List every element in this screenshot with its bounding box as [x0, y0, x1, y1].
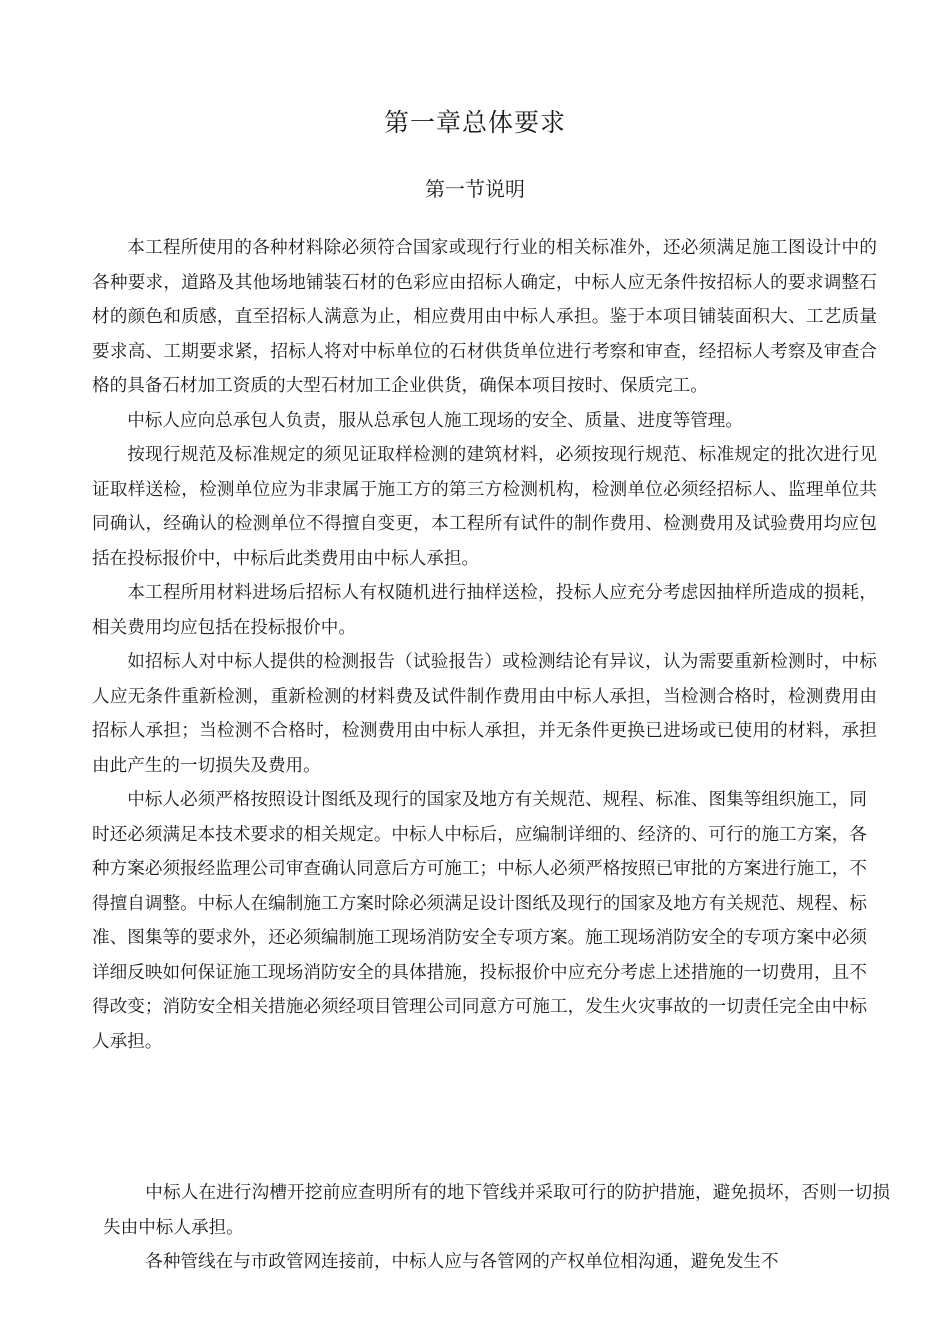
paragraph: 中标人必须严格按照设计图纸及现行的国家及地方有关规范、规程、标准、图集等组织施工，同时还必须满足本技术要求的相关规定。中标人中标后，应编制详细的、经济的、可行的施工方案，各种方案必须报经监理公司审查确认同意后方可施工；中标人必须严格按照已审批的方案进行施工，不得擅自调整。中标人在编制施工方案时除必须满足设计图纸及现行的国家及地方有关规范、规程、标准、图集等的要求外，还必须编制施工现场消防安全专项方案。施工现场消防安全的专项方案中必须详细反映如何保证施工现场消防安全的具体措施，投标报价中应充分考虑上述措施的一切费用，且不得改变；消防安全相关措施必须经项目管理公司同意方可施工，发生火灾事故的一切责任完全由中标人承担。	[92, 790, 867, 1052]
paragraph: 中标人在进行沟槽开挖前应查明所有的地下管线并采取可行的防护措施，避免损坏，否则一切损失由中标人承担。	[103, 1183, 890, 1238]
paragraph: 各种管线在与市政管网连接前，中标人应与各管网的产权单位相沟通，避免发生不	[145, 1252, 779, 1272]
body-text-continued	[103, 1176, 890, 1280]
chapter-title: 第一章总体要求	[383, 108, 566, 137]
section-title: 第一节说明	[425, 177, 525, 201]
paragraph: 如招标人对中标人提供的检测报告（试验报告）或检测结论有异议，认为需要重新检测时，中标人应无条件重新检测，重新检测的材料费及试件制作费用由中标人承担，当检测合格时，检测费用由招标人承担；当检测不合格时，检测费用由中标人承担，并无条件更换已进场或已使用的材料，承担由此产生的一切损失及费用。	[92, 652, 877, 776]
body-text	[92, 231, 877, 1059]
paragraph: 中标人应向总承包人负责，服从总承包人施工现场的安全、质量、进度等管理。	[127, 410, 743, 431]
paragraph: 按现行规范及标准规定的须见证取样检测的建筑材料，必须按现行规范、标准规定的批次进行见证取样送检，检测单位应为非隶属于施工方的第三方检测机构，检测单位必须经招标人、监理单位共同确认，经确认的检测单位不得擅自变更，本工程所有试件的制作费用、检测费用及试验费用均应包括在投标报价中，中标后此类费用由中标人承担。	[92, 445, 877, 569]
paragraph: 本工程所用材料进场后招标人有权随机进行抽样送检，投标人应充分考虑因抽样所造成的损耗，相关费用均应包括在投标报价中。	[92, 583, 877, 638]
paragraph: 本工程所使用的各种材料除必须符合国家或现行行业的相关标准外，还必须满足施工图设计中的各种要求，道路及其他场地铺装石材的色彩应由招标人确定，中标人应无条件按招标人的要求调整石材的颜色和质感，直至招标人满意为止，相应费用由中标人承担。鉴于本项目铺装面积大、工艺质量要求高、工期要求紧，招标人将对中标单位的石材供货单位进行考察和审查，经招标人考察及审查合格的具备石材加工资质的大型石材加工企业供货，确保本项目按时、保质完工。	[92, 238, 877, 396]
